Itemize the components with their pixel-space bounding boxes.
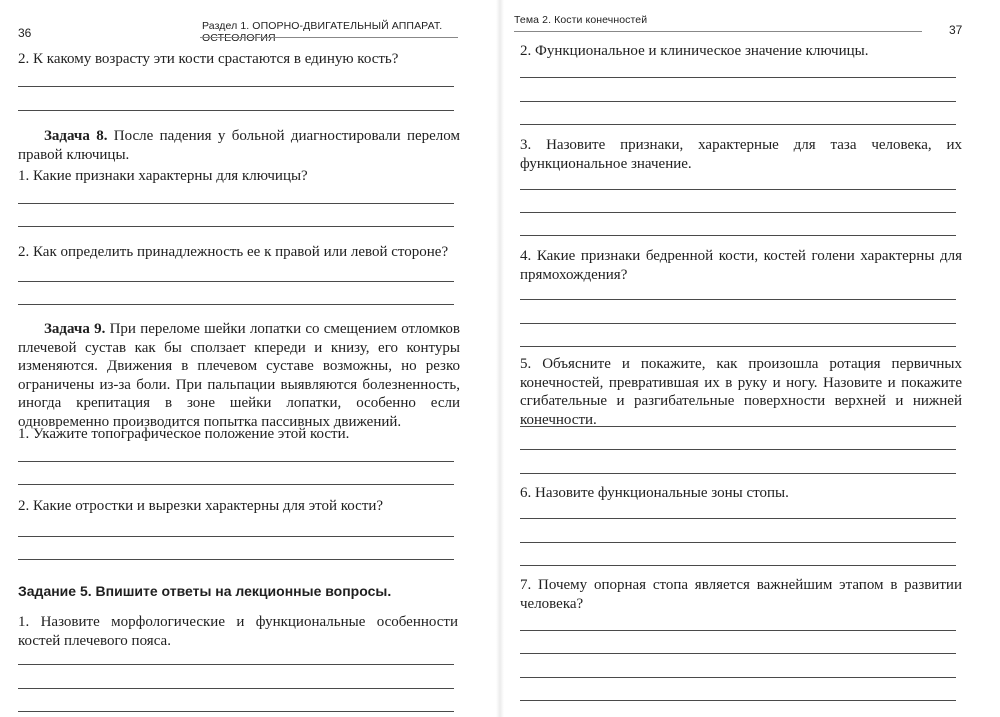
answer-line — [520, 449, 956, 450]
answer-line — [520, 77, 956, 78]
answer-line — [18, 664, 454, 665]
running-header: Тема 2. Кости конечностей — [514, 14, 648, 26]
answer-line — [18, 226, 454, 227]
page-number: 37 — [949, 23, 963, 37]
task-9-question-2: 2. Какие отростки и вырезки характерны для этой кости? — [18, 498, 384, 514]
answer-line — [520, 653, 956, 654]
right-page — [500, 0, 1000, 717]
header-rule — [200, 37, 458, 38]
answer-line — [18, 536, 454, 537]
answer-line — [520, 212, 956, 213]
question-3: 3. Назовите признаки, характерные для таза человека, их функциональное значение. — [520, 137, 962, 172]
question-7: 7. Почему опорная стопа является важнейшим этапом в развитии человека? — [520, 577, 962, 612]
question-2: 2. Функциональное и клиническое значение ключицы. — [520, 43, 869, 59]
task-8 — [18, 127, 460, 164]
task-8-label: Задача 8. — [44, 128, 108, 144]
answer-line — [520, 700, 956, 701]
task-8-question-2: 2. Как определить принадлежность ее к правой или левой стороне? — [18, 244, 449, 260]
question-age: 2. К какому возрасту эти кости срастаются в единую кость? — [18, 51, 399, 67]
task-9-text: При переломе шейки лопатки со смещением отломков плечевой сустав как бы сползает кпереди и книзу, его контуры изменяются. Движения в плечевом суставе возможны, но резко ограничены из-за боли. При пальпации выявляются болезненность, иногда крепитация в зоне шейки лопатки, особенно если одновременно производится попытка пассивных движений. — [18, 321, 460, 430]
assignment-5-question-1: 1. Назовите морфологические и функциональные особенности костей плечевого пояса. — [18, 614, 458, 649]
answer-line — [520, 565, 956, 566]
answer-line — [520, 299, 956, 300]
answer-line — [18, 461, 454, 462]
answer-line — [520, 542, 956, 543]
answer-line — [520, 189, 956, 190]
page-number: 36 — [18, 26, 32, 40]
answer-line — [520, 518, 956, 519]
answer-line — [18, 688, 454, 689]
task-8-text: После падения у больной диагностировали перелом правой ключицы. — [18, 128, 460, 163]
answer-line — [18, 559, 454, 560]
answer-line — [520, 323, 956, 324]
question-5: 5. Объясните и покажите, как произошла ротация первичных конечностей, превратившая их в руку и ногу. Назовите и покажите сгибательные и разгибательные поверхности верхней и нижней конечности. — [520, 356, 962, 428]
question-4: 4. Какие признаки бедренной кости, костей голени характерны для прямохождения? — [520, 248, 962, 283]
answer-line — [520, 473, 956, 474]
answer-line — [18, 304, 454, 305]
answer-line — [18, 110, 454, 111]
answer-line — [520, 346, 956, 347]
task-9-label: Задача 9. — [44, 321, 106, 337]
answer-line — [520, 677, 956, 678]
answer-line — [18, 281, 454, 282]
question-6: 6. Назовите функциональные зоны стопы. — [520, 485, 789, 501]
answer-line — [18, 86, 454, 87]
answer-line — [18, 711, 454, 712]
answer-line — [18, 203, 454, 204]
task-9 — [18, 320, 460, 431]
answer-line — [520, 124, 956, 125]
assignment-5-title: Задание 5. Впишите ответы на лекционные вопросы. — [18, 583, 392, 599]
answer-line — [520, 630, 956, 631]
answer-line — [18, 484, 454, 485]
answer-line — [520, 426, 956, 427]
header-rule — [514, 31, 922, 32]
answer-line — [520, 101, 956, 102]
answer-line — [520, 235, 956, 236]
running-header: Раздел 1. ОПОРНО-ДВИГАТЕЛЬНЫЙ АППАРАТ. ОСТЕОЛОГИЯ — [202, 20, 443, 44]
task-9-question-1: 1. Укажите топографическое положение этой кости. — [18, 426, 350, 442]
task-8-question-1: 1. Какие признаки характерны для ключицы? — [18, 168, 308, 184]
